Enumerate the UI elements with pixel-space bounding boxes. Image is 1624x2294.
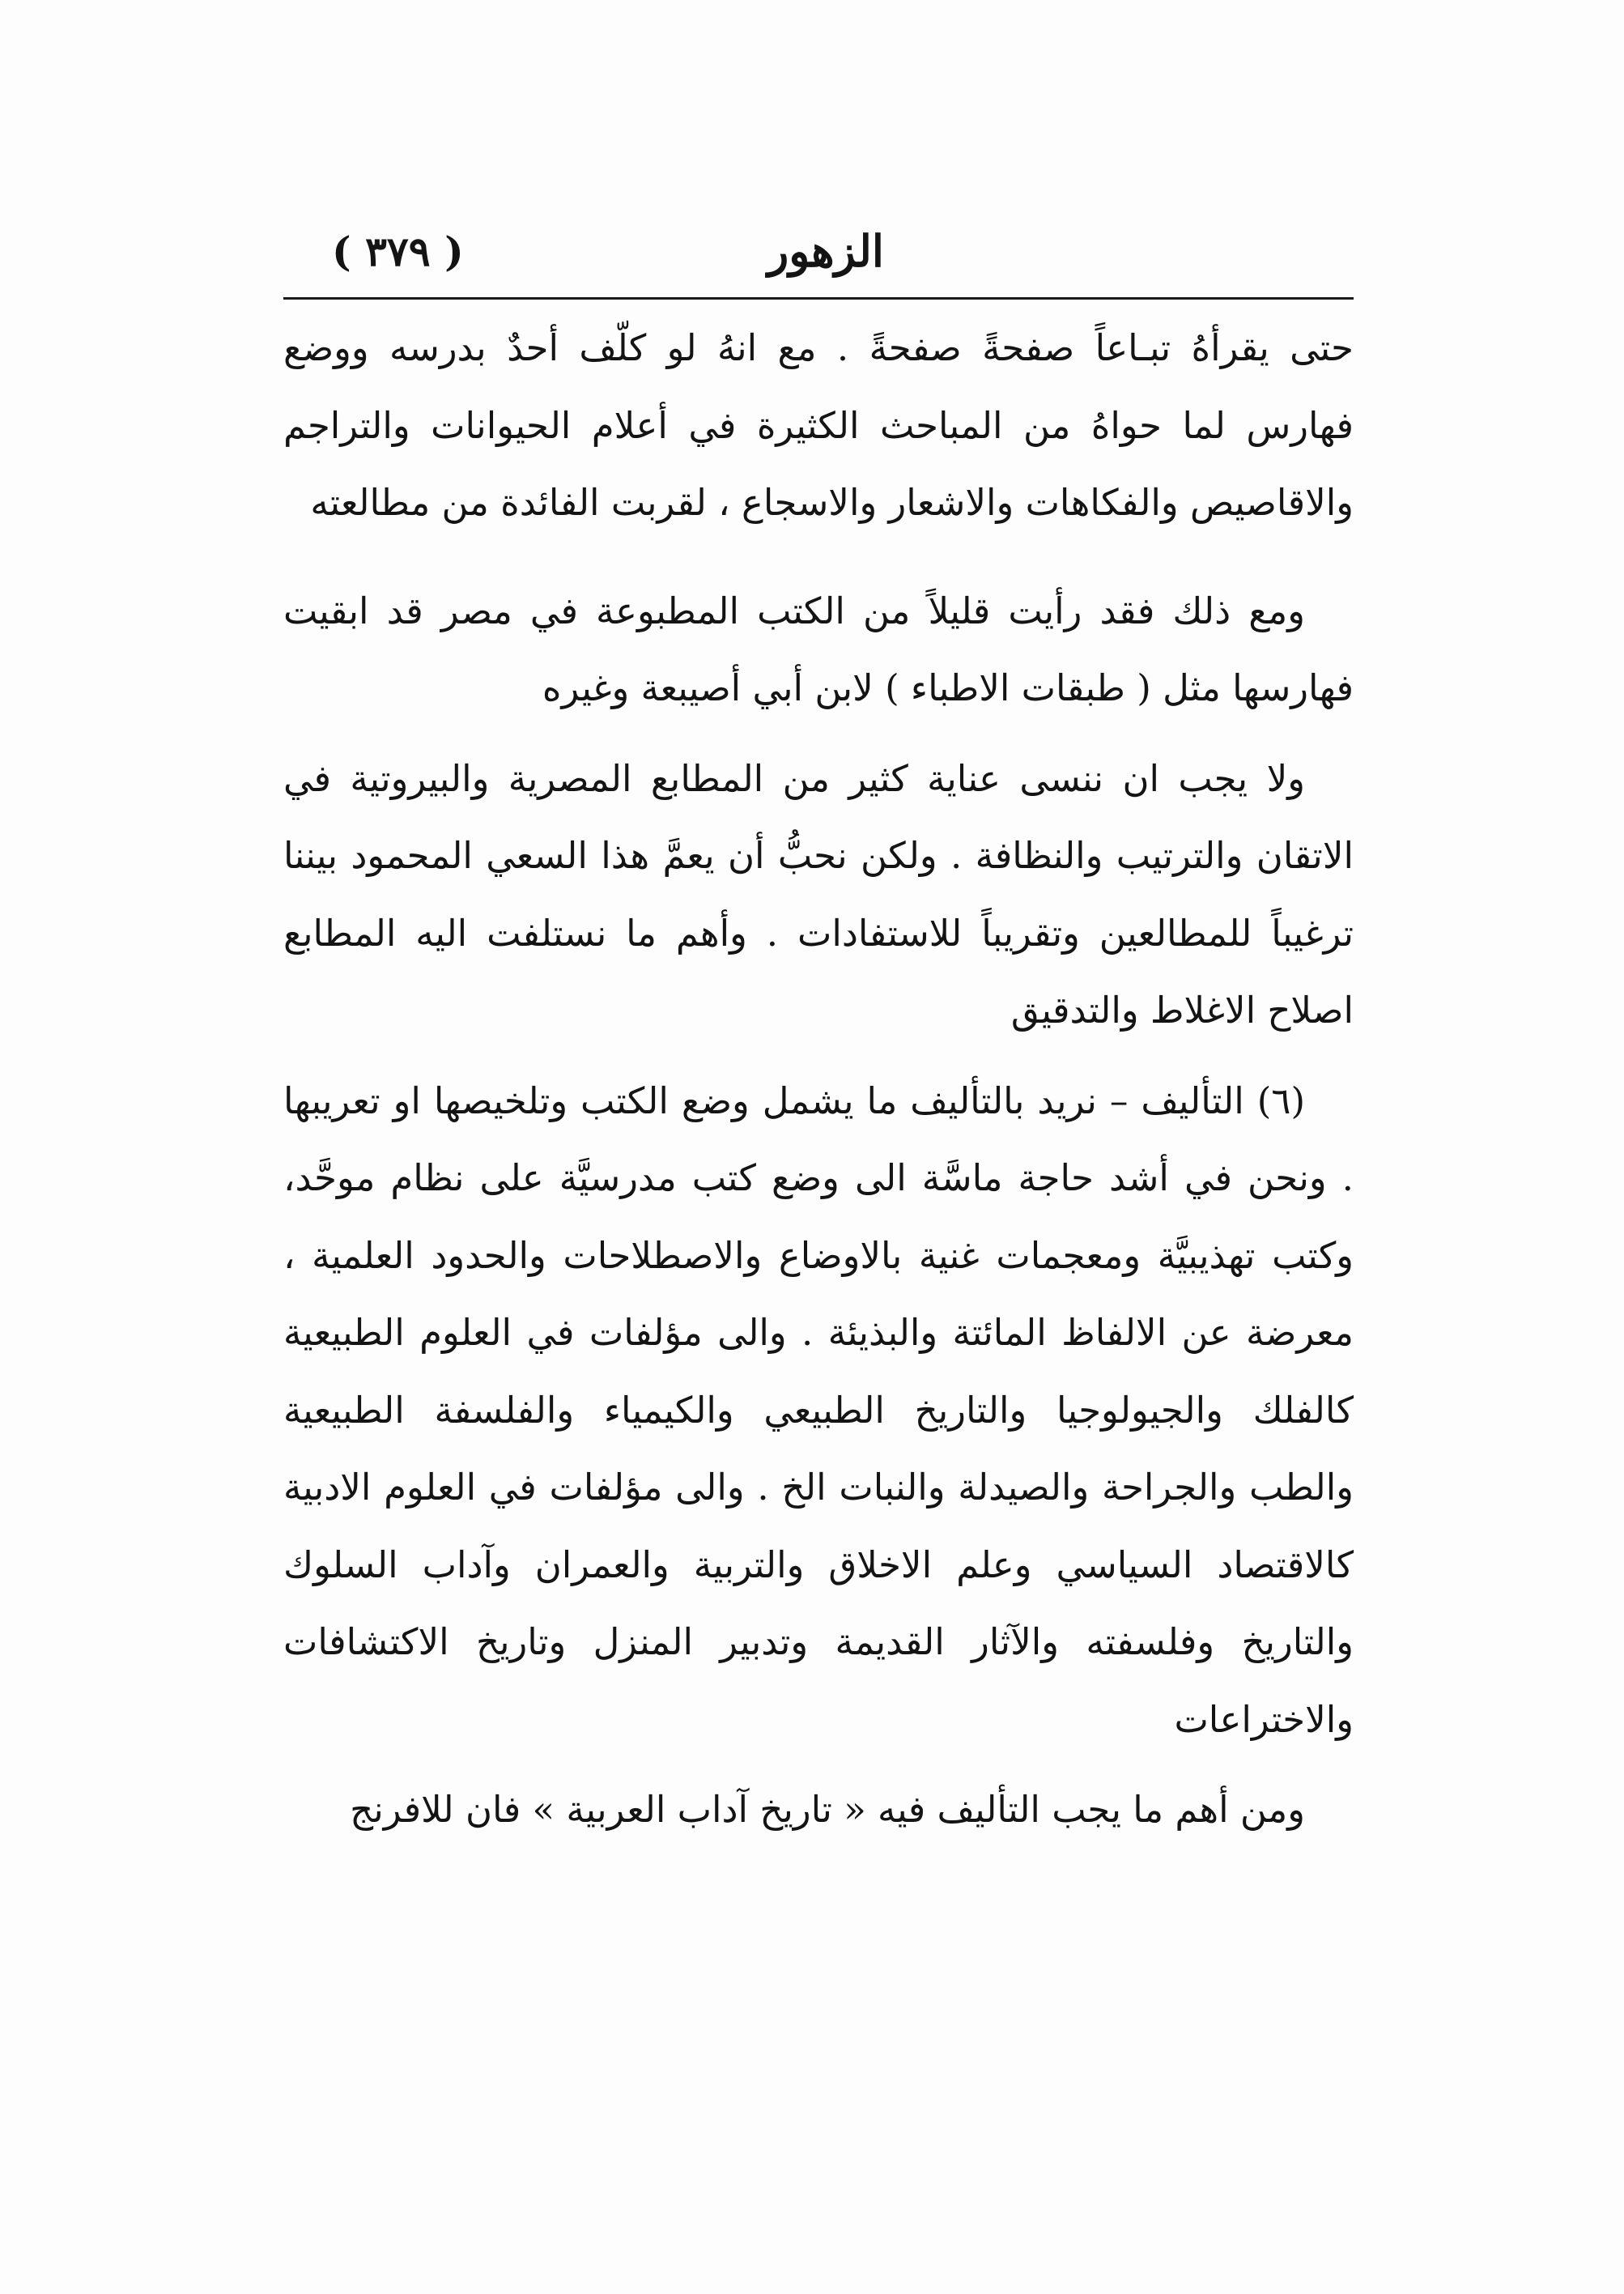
page-number: ( ٣٧٩ ) xyxy=(332,228,464,275)
paragraph: ومع ذلك فقد رأيت قليلاً من الكتب المطبوعة في مصر قد ابقيت فهارسها مثل ( طبقات الاطباء ) لابن أبي أصيبعة وغيره xyxy=(283,589,1354,709)
page-header xyxy=(300,217,1344,295)
header-rule xyxy=(283,297,1354,300)
body-text xyxy=(283,309,1354,1849)
paragraph: ولا يجب ان ننسى عناية كثير من المطابع المصرية والبيروتية في الاتقان والترتيب والنظافة . ولكن نحبُّ أن يعمَّ هذا السعي المحمود بيننا ترغيباً للمطالعين وتقريباً للاستفادات . وأهم ما نستلفت اليه المطابع اصلاح الاغلاط والتدقيق xyxy=(283,756,1354,1032)
paragraph: حتى يقرأهُ تبـاعاً صفحةً صفحةً . مع انهُ لو كلّف أحدٌ بدرسه ووضع فهارس لما حواهُ من المباحث الكثيرة في أعلام الحيوانات والتراجم والاقاصيص والفكاهات والاشعار والاسجاع ، لقربت الفائدة من مطالعته xyxy=(283,326,1354,524)
paragraph: (٦) التأليف – نريد بالتأليف ما يشمل وضع الكتب وتلخيصها او تعريبها . ونحن في أشد حاجة ماسَّة الى وضع كتب مدرسيَّة على نظام موحَّد، وكتب تهذيبيَّة ومعجمات غنية بالاوضاع والاصطلاحات والحدود العلمية ، معرضة عن الالفاظ المائتة والبذيئة . والى مؤلفات في العلوم الطبيعية كالفلك والجيولوجيا والتاريخ الطبيعي والكيمياء والفلسفة الطبيعية والطب والجراحة والصيدلة والنبات الخ . والى مؤلفات في العلوم الادبية كالاقتصاد السياسي وعلم الاخلاق والتربية والعمران وآداب السلوك والتاريخ وفلسفته والآثار القديمة وتدبير المنزل وتاريخ الاكتشافات والاختراعات xyxy=(283,1079,1354,1741)
running-title: الزهور xyxy=(767,225,884,277)
paragraph: ومن أهم ما يجب التأليف فيه « تاريخ آداب العربية » فان للافرنج xyxy=(350,1788,1305,1831)
